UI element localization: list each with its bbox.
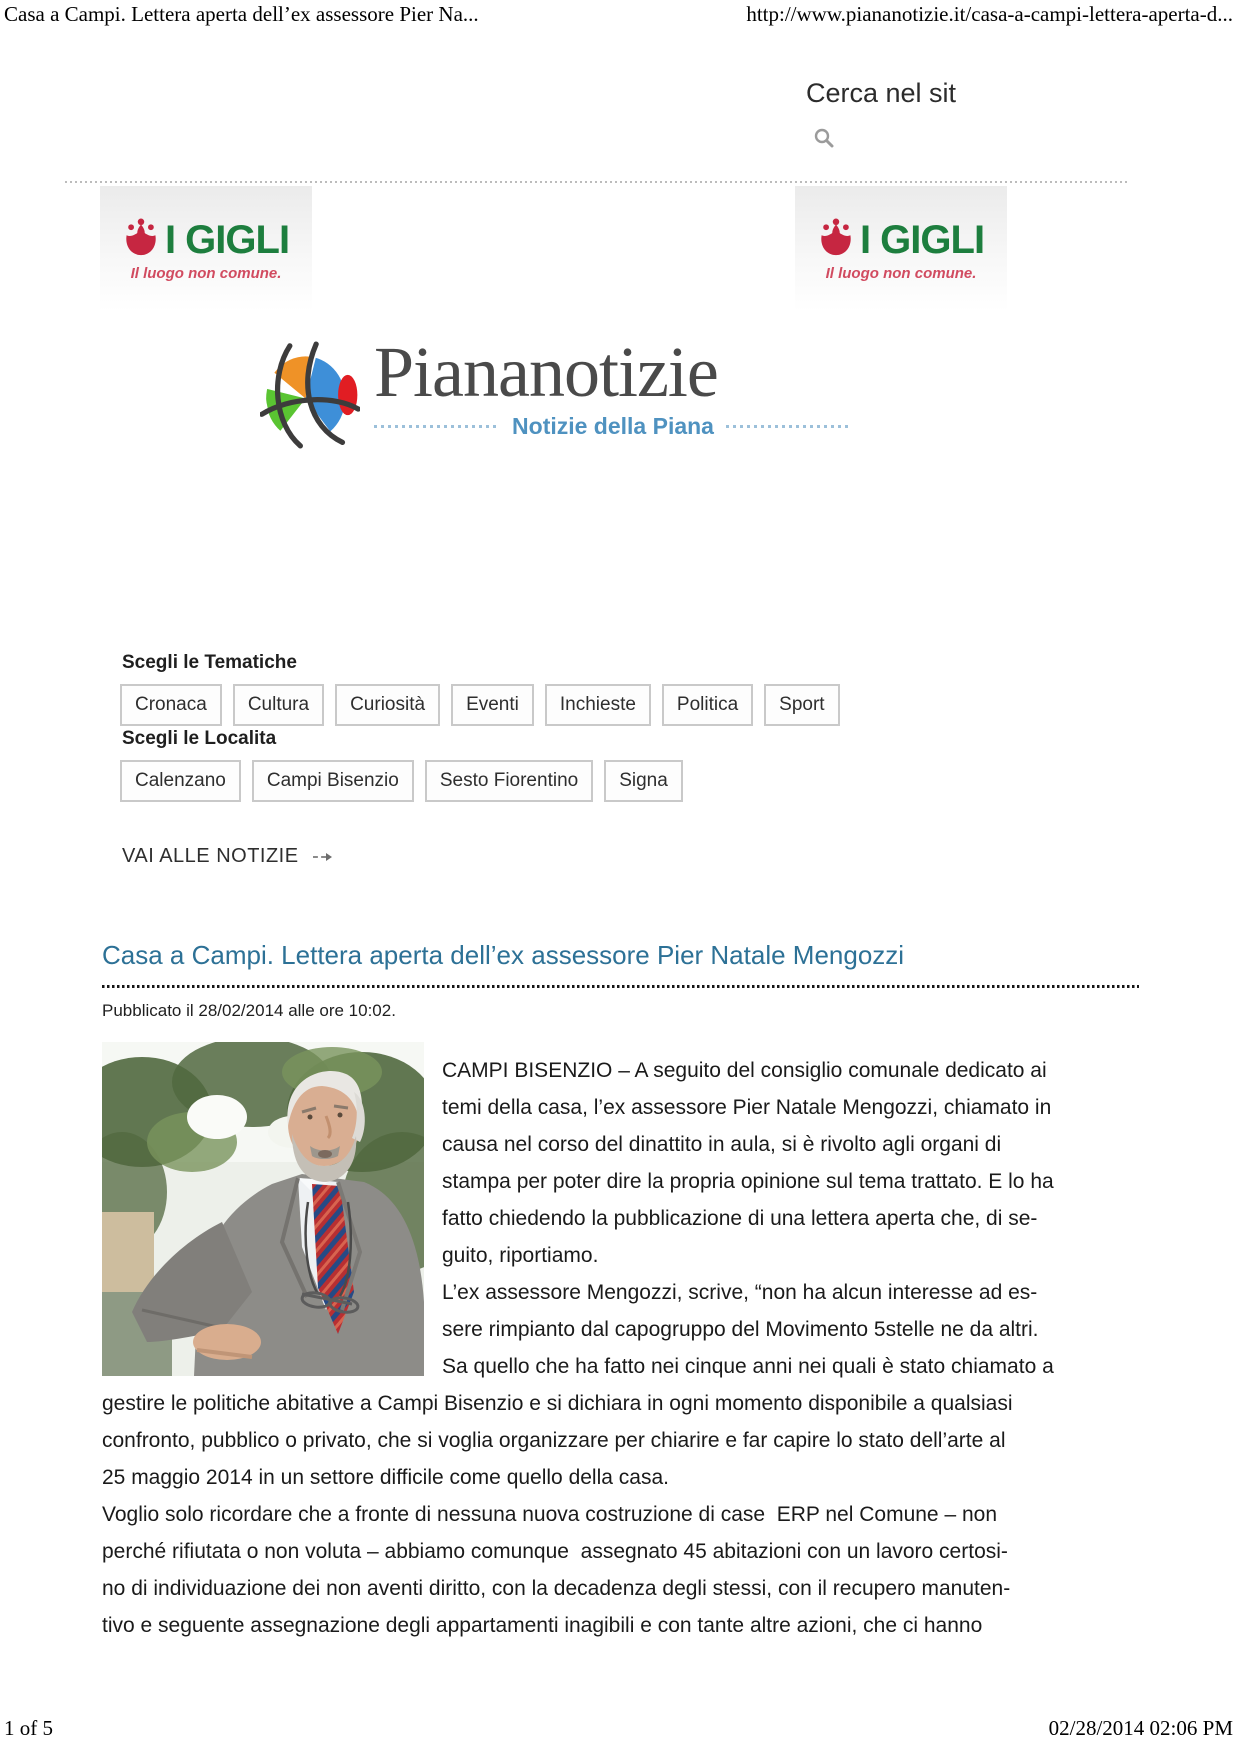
search-site-label: Cerca nel sit bbox=[806, 78, 957, 108]
body-line: temi della casa, l’ex assessore Pier Natale Mengozzi, chiamato in bbox=[442, 1096, 1052, 1119]
globe-icon bbox=[260, 336, 360, 459]
gigli-banner-ad-left[interactable] bbox=[100, 186, 312, 312]
tulip-icon bbox=[818, 217, 854, 264]
gigli-tagline: Il luogo non comune. bbox=[130, 264, 282, 282]
body-line: no di individuazione dei non aventi diritto, con la decadenza degli stessi, con il recupero manuten- bbox=[102, 1577, 1011, 1600]
tulip-icon bbox=[123, 217, 159, 264]
body-line: 25 maggio 2014 in un settore difficile come quello della casa. bbox=[102, 1466, 669, 1489]
filter-button-curiosita[interactable]: Curiosità bbox=[335, 684, 440, 726]
body-line: Sa quello che ha fatto nei cinque anni nei quali è stato chiamato a bbox=[442, 1355, 1054, 1378]
body-line: tivo e seguente assegnazione degli appartamenti inagibili e con tante altre azioni, che ci hanno bbox=[102, 1614, 983, 1637]
filter-button-campi-bisenzio[interactable]: Campi Bisenzio bbox=[252, 760, 414, 802]
vai-alle-notizie-link[interactable] bbox=[122, 845, 332, 868]
site-tagline: Notizie della Piana bbox=[512, 413, 714, 440]
dashed-arrow-icon bbox=[313, 853, 332, 861]
body-line: sere rimpianto dal capogruppo del Movimento 5stelle ne da altri. bbox=[442, 1318, 1039, 1341]
body-line: guito, riportiamo. bbox=[442, 1244, 599, 1267]
print-header bbox=[4, 2, 1233, 27]
body-line: perché rifiutata o non voluta – abbiamo comunque assegnato 45 abitazioni con un lavoro certosi- bbox=[102, 1540, 1008, 1563]
top-dotted-rule bbox=[65, 181, 1127, 183]
gigli-banner-ad-right[interactable] bbox=[795, 186, 1007, 312]
filter-button-sport[interactable]: Sport bbox=[764, 684, 839, 726]
gigli-logo-text: I GIGLI bbox=[859, 217, 985, 262]
tematiche-label: Scegli le Tematiche bbox=[122, 652, 297, 673]
page-number: 1 of 5 bbox=[4, 1716, 53, 1740]
body-line: confronto, pubblico o privato, che si voglia organizzare per chiarire e far capire lo stato dell’arte al bbox=[102, 1429, 1006, 1452]
search-icon[interactable] bbox=[813, 127, 835, 149]
filter-button-cronaca[interactable]: Cronaca bbox=[120, 684, 222, 726]
filter-button-sesto-fiorentino[interactable]: Sesto Fiorentino bbox=[425, 760, 593, 802]
filter-button-inchieste[interactable]: Inchieste bbox=[545, 684, 651, 726]
gigli-tagline: Il luogo non comune. bbox=[825, 264, 977, 282]
body-line: gestire le politiche abitative a Campi Bisenzio e si dichiara in ogni momento disponibile a qualsiasi bbox=[102, 1392, 1013, 1415]
site-tagline-row bbox=[374, 413, 852, 440]
localita-button-row bbox=[120, 760, 683, 802]
tagline-dotted-line bbox=[374, 425, 500, 428]
filter-button-calenzano[interactable]: Calenzano bbox=[120, 760, 241, 802]
localita-label: Scegli le Localita bbox=[122, 728, 277, 749]
print-footer bbox=[4, 1716, 1233, 1741]
body-line: CAMPI BISENZIO – A seguito del consiglio comunale dedicato ai bbox=[442, 1059, 1047, 1082]
article bbox=[102, 938, 1139, 1637]
body-line: Voglio solo ricordare che a fronte di nessuna nuova costruzione di case ERP nel Comune – non bbox=[102, 1503, 997, 1526]
filter-button-cultura[interactable]: Cultura bbox=[233, 684, 324, 726]
tematiche-button-row bbox=[120, 684, 840, 726]
filter-button-signa[interactable]: Signa bbox=[604, 760, 683, 802]
site-logo[interactable] bbox=[260, 332, 852, 459]
tagline-dotted-line bbox=[726, 425, 852, 428]
filter-button-eventi[interactable]: Eventi bbox=[451, 684, 534, 726]
article-title[interactable]: Casa a Campi. Lettera aperta dell’ex assessore Pier Natale Mengozzi bbox=[102, 940, 905, 970]
vai-alle-notizie-label: VAI ALLE NOTIZIE bbox=[122, 845, 299, 867]
article-body bbox=[102, 1052, 1139, 1644]
print-header-url: http://www.piananotizie.it/casa-a-campi-lettera-aperta-d... bbox=[746, 2, 1233, 26]
body-line: causa nel corso del dinattito in aula, si è rivolto agli organi di bbox=[442, 1133, 1002, 1156]
body-line: L’ex assessore Mengozzi, scrive, “non ha alcun interesse ad es- bbox=[442, 1281, 1038, 1304]
site-title: Piananotizie bbox=[374, 332, 718, 412]
body-line: fatto chiedendo la pubblicazione di una lettera aperta che, di se- bbox=[442, 1207, 1038, 1230]
publish-date: Pubblicato il 28/02/2014 alle ore 10:02. bbox=[102, 1001, 396, 1020]
filter-button-politica[interactable]: Politica bbox=[662, 684, 753, 726]
body-line: stampa per poter dire la propria opinione sul tema trattato. E lo ha bbox=[442, 1170, 1054, 1193]
print-datetime: 02/28/2014 02:06 PM bbox=[1048, 1716, 1233, 1740]
print-header-title: Casa a Campi. Lettera aperta dell’ex assessore Pier Na... bbox=[4, 2, 479, 26]
gigli-logo-text: I GIGLI bbox=[164, 217, 290, 262]
title-dotted-rule bbox=[102, 985, 1139, 988]
